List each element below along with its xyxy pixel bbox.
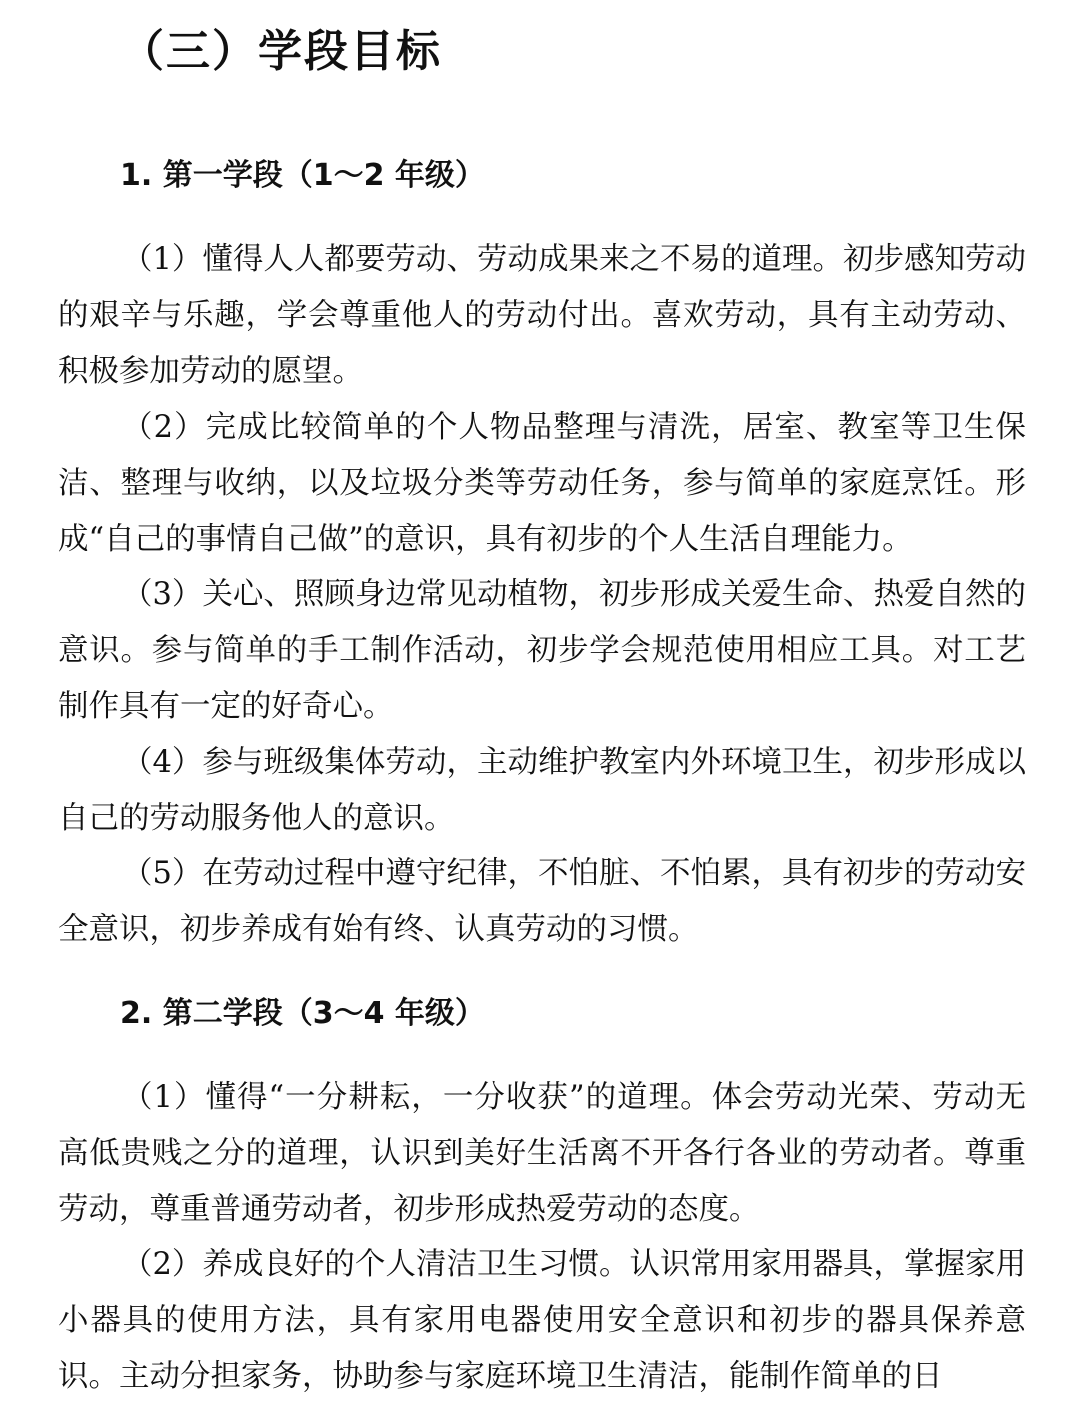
paragraph: （2）完成比较简单的个人物品整理与清洗，居室、教室等卫生保洁、整理与收纳，以及垃圾分类等劳动任务，参与简单的家庭烹饪。形成“自己的事情自己做”的意识，具有初步的个人生活自理能力。 — [58, 410, 1026, 557]
paragraph: （5）在劳动过程中遵守纪律，不怕脏、不怕累，具有初步的劳动安全意识，初步养成有始有终、认真劳动的习惯。 — [58, 856, 1026, 947]
section-heading: 2. 第二学段（3～4 年级） — [120, 996, 485, 1031]
paragraph: （4）参与班级集体劳动，主动维护教室内外环境卫生，初步形成以自己的劳动服务他人的意识。 — [58, 745, 1026, 836]
paragraph: （3）关心、照顾身边常见动植物，初步形成关爱生命、热爱自然的意识。参与简单的手工制作活动，初步学会规范使用相应工具。对工艺制作具有一定的好奇心。 — [58, 577, 1026, 724]
page-title: （三）学段目标 — [120, 26, 442, 77]
section-heading: 1. 第一学段（1～2 年级） — [120, 158, 485, 193]
paragraph: （1）懂得人人都要劳动、劳动成果来之不易的道理。初步感知劳动的艰辛与乐趣，学会尊重他人的劳动付出。喜欢劳动，具有主动劳动、积极参加劳动的愿望。 — [58, 242, 1026, 389]
paragraph: （2）养成良好的个人清洁卫生习惯。认识常用家用器具，掌握家用小器具的使用方法，具有家用电器使用安全意识和初步的器具保养意识。主动分担家务，协助参与家庭环境卫生清洁，能制作简单的日 — [58, 1247, 1026, 1394]
paragraph: （1）懂得“一分耕耘，一分收获”的道理。体会劳动光荣、劳动无高低贵贱之分的道理，认识到美好生活离不开各行各业的劳动者。尊重劳动，尊重普通劳动者，初步形成热爱劳动的态度。 — [58, 1080, 1026, 1227]
